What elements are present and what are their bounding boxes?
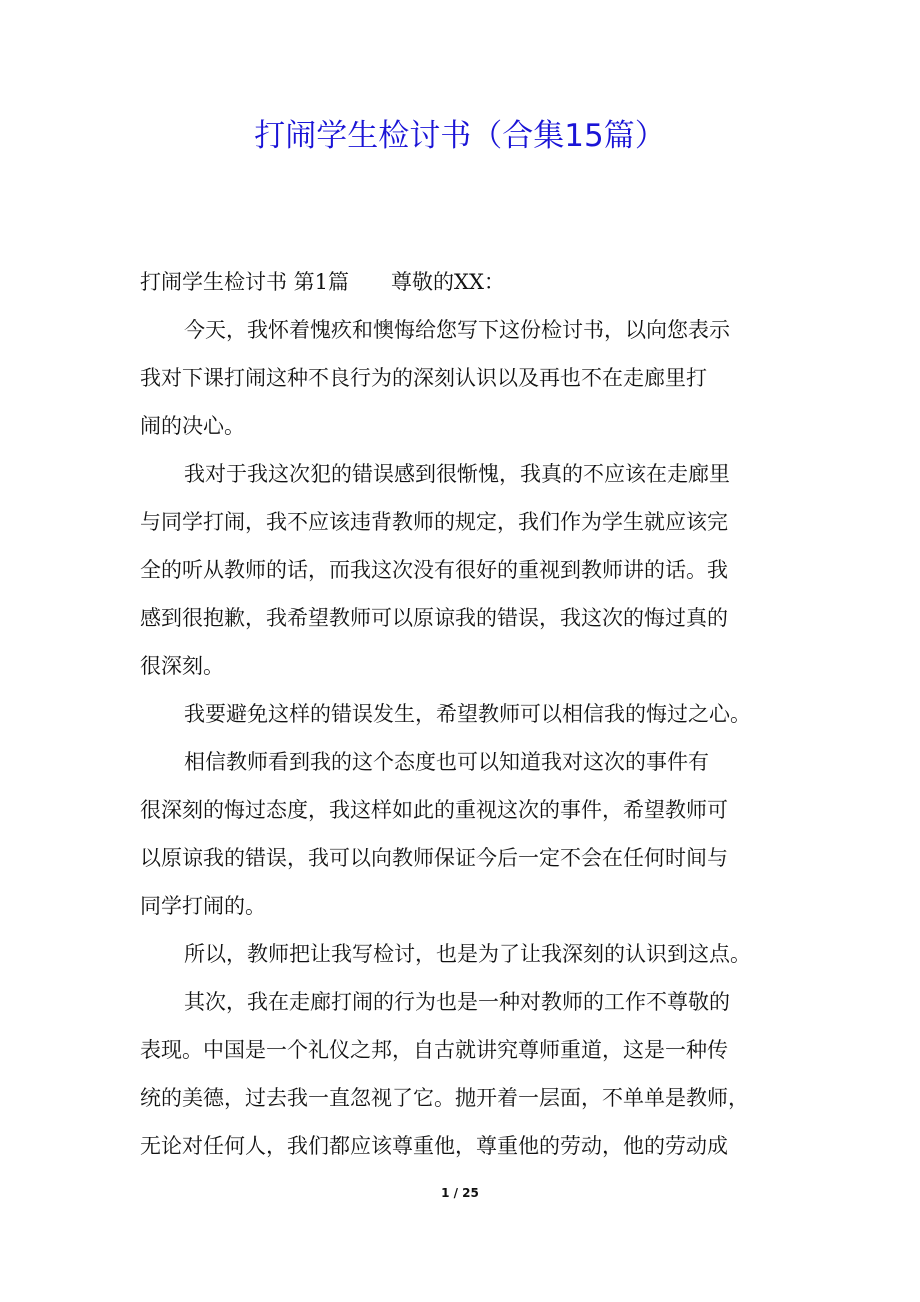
text-line: 表现。中国是一个礼仪之邦，自古就讲究尊师重道，这是一种传 xyxy=(140,1038,728,1062)
text-line: 与同学打闹，我不应该违背教师的规定，我们作为学生就应该完 xyxy=(140,510,728,534)
document-body xyxy=(140,258,780,1170)
text-line: 所以，教师把让我写检讨，也是为了让我深刻的认识到这点。 xyxy=(184,942,751,966)
text-line: 打闹学生检讨书 第1篇 尊敬的XX： xyxy=(140,270,505,294)
text-line: 全的听从教师的话，而我这次没有很好的重视到教师讲的话。我 xyxy=(140,558,728,582)
page-number: 1 / 25 xyxy=(441,1186,479,1200)
document-title: 打闹学生检讨书（合集15篇） xyxy=(254,118,666,154)
text-line: 我对于我这次犯的错误感到很惭愧，我真的不应该在走廊里 xyxy=(184,462,730,486)
text-line: 我对下课打闹这种不良行为的深刻认识以及再也不在走廊里打 xyxy=(140,366,707,390)
text-line: 很深刻。 xyxy=(140,654,224,678)
text-line: 感到很抱歉，我希望教师可以原谅我的错误，我这次的悔过真的 xyxy=(140,606,728,630)
text-line: 无论对任何人，我们都应该尊重他，尊重他的劳动，他的劳动成 xyxy=(140,1134,728,1158)
text-line: 同学打闹的。 xyxy=(140,894,266,918)
text-line: 统的美德，过去我一直忽视了它。抛开着一层面，不单单是教师， xyxy=(140,1086,749,1110)
text-line: 我要避免这样的错误发生，希望教师可以相信我的悔过之心。 xyxy=(184,702,751,726)
text-line: 很深刻的悔过态度，我这样如此的重视这次的事件，希望教师可 xyxy=(140,798,728,822)
text-line: 闹的决心。 xyxy=(140,414,245,438)
text-line: 以原谅我的错误，我可以向教师保证今后一定不会在任何时间与 xyxy=(140,846,728,870)
text-line: 相信教师看到我的这个态度也可以知道我对这次的事件有 xyxy=(184,750,709,774)
text-line: 今天，我怀着愧疚和懊悔给您写下这份检讨书，以向您表示 xyxy=(184,318,730,342)
text-line: 其次，我在走廊打闹的行为也是一种对教师的工作不尊敬的 xyxy=(184,990,730,1014)
